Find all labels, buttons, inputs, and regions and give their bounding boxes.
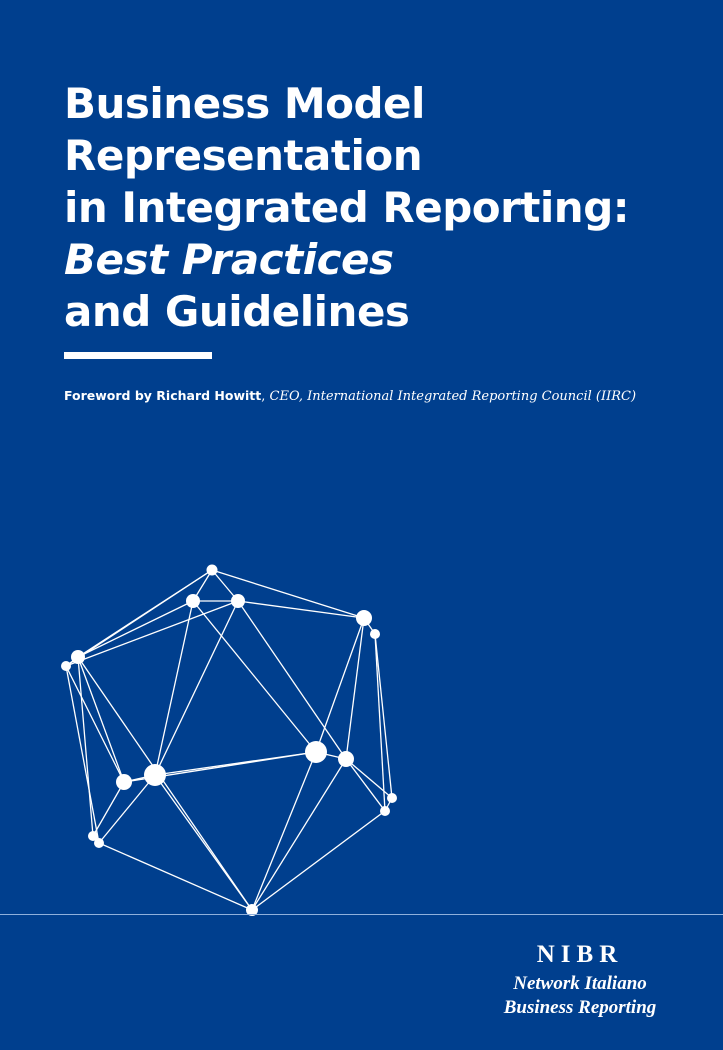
network-node <box>370 629 380 639</box>
network-edges <box>66 570 392 910</box>
network-node <box>116 774 132 790</box>
network-node <box>71 650 85 664</box>
title-line-3: in Integrated Reporting: <box>64 183 630 232</box>
foreword-separator: , <box>261 389 270 404</box>
network-edge <box>66 666 99 843</box>
foreword-author: Foreword by Richard Howitt <box>64 388 262 403</box>
network-edge <box>155 601 193 775</box>
network-node <box>186 594 200 608</box>
network-node <box>380 806 390 816</box>
network-node <box>61 661 71 671</box>
network-node <box>207 565 218 576</box>
network-edge <box>78 657 124 782</box>
network-edge <box>66 666 124 782</box>
network-edge <box>93 782 124 836</box>
network-edge <box>346 759 385 811</box>
title-line-1: Business Model <box>64 79 425 128</box>
title-line-5: and Guidelines <box>64 287 410 336</box>
network-edge <box>78 601 193 657</box>
network-node <box>305 741 327 763</box>
foreword-role: CEO, International Integrated Reporting Council (IIRC) <box>269 389 637 404</box>
network-edge <box>346 759 392 798</box>
network-node <box>338 751 354 767</box>
network-node <box>144 764 166 786</box>
network-node <box>231 594 245 608</box>
logo-line-1: Network Italiano <box>513 973 647 994</box>
nibr-logo <box>470 938 690 1020</box>
footer-rule <box>0 914 723 915</box>
network-edge <box>346 618 364 759</box>
network-edge <box>238 601 364 618</box>
network-edge <box>155 775 252 910</box>
network-nodes <box>61 565 397 917</box>
network-node <box>356 610 372 626</box>
network-edge <box>212 570 364 618</box>
network-edge <box>78 657 93 836</box>
title-line-2: Representation <box>64 131 423 180</box>
network-edge <box>316 618 364 752</box>
network-edge <box>193 601 316 752</box>
network-edge <box>238 601 346 759</box>
network-edge <box>252 759 346 910</box>
logo-line-2: Business Reporting <box>503 997 657 1018</box>
network-node <box>387 793 397 803</box>
title-line-4: Best Practices <box>64 235 394 284</box>
logo-acronym: NIBR <box>536 941 624 968</box>
network-node <box>94 838 104 848</box>
